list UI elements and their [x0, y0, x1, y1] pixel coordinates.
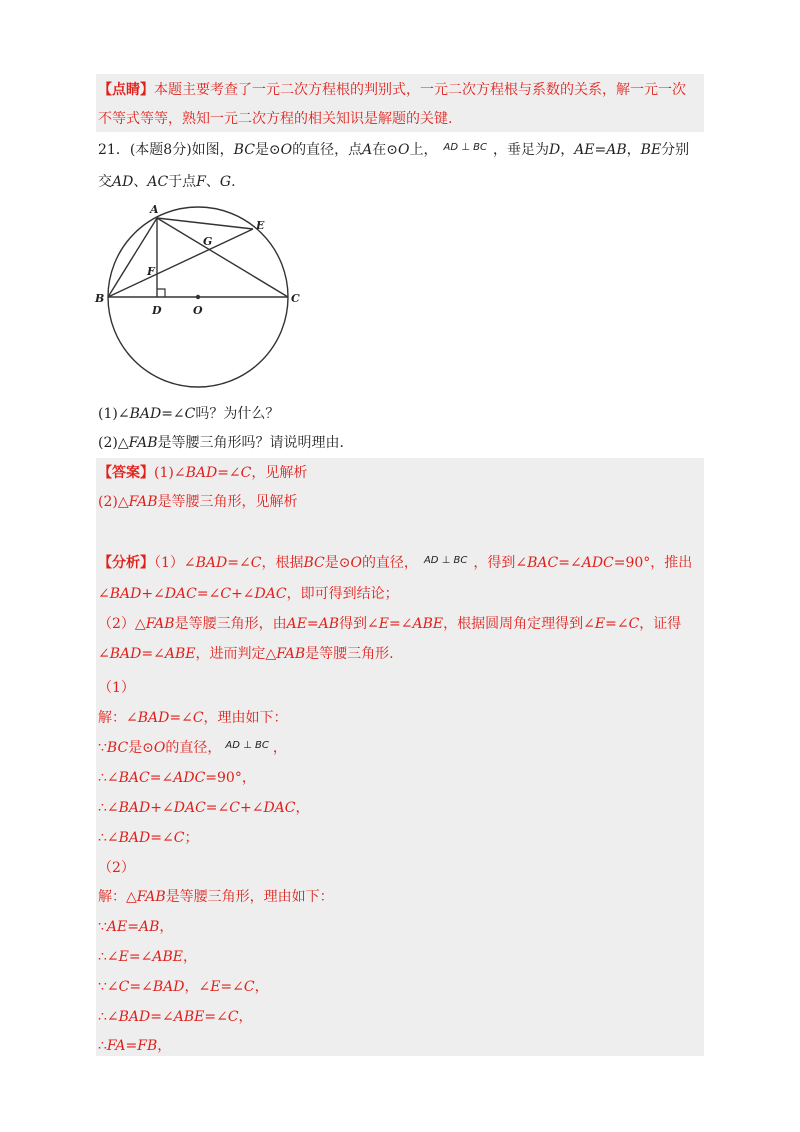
segment-ac — [157, 218, 288, 297]
label-f: F — [147, 265, 155, 278]
right-angle-mark — [157, 289, 165, 297]
solution2-line-6: ∴FA=FB， — [98, 1038, 172, 1054]
label-g: G — [203, 235, 213, 248]
solution2-line-3: ∴∠E=∠ABE， — [98, 949, 197, 965]
label-c: C — [291, 292, 300, 305]
solution2-line-1: 解：△FAB是等腰三角形，理由如下： — [98, 889, 334, 905]
question-2: (2)△FAB是等腰三角形吗？请说明理由. — [98, 435, 344, 451]
answer-line-1: 【答案】(1)∠BAD=∠C，见解析 — [98, 465, 308, 481]
label-d: D — [152, 304, 162, 317]
solution1-head: （1） — [98, 680, 135, 696]
answer-line-2: (2)△FAB是等腰三角形，见解析 — [98, 494, 298, 510]
analysis-line-4: ∠BAD=∠ABE，进而判定△FAB是等腰三角形. — [98, 646, 394, 662]
analysis-tag: 【分析】 — [98, 555, 154, 571]
center-point-o — [196, 295, 200, 299]
dianjing-line-2: 不等式等等，熟知一元二次方程的相关知识是解题的关键. — [98, 111, 453, 127]
label-e: E — [256, 219, 265, 232]
circle-geometry-figure — [92, 196, 314, 396]
solution2-head: （2） — [98, 860, 135, 876]
label-o: O — [193, 304, 203, 317]
problem-line-2: 交AD、AC于点F、G. — [98, 174, 236, 190]
solution1-line-2: ∵BC是⊙O的直径， $^{AD \perp BC}$ ， — [98, 740, 287, 756]
label-a: A — [150, 203, 159, 216]
analysis-line-2: ∠BAD+∠DAC=∠C+∠DAC，即可得到结论； — [98, 586, 399, 602]
problem-line-1: 21．(本题8分)如图，BC是⊙O的直径，点A在⊙O上， $^{AD \perp BC}$ ，垂足为D，AE=AB，BE分别 — [98, 142, 690, 158]
analysis-line-3: （2）△FAB是等腰三角形，由AE=AB得到∠E=∠ABE，根据圆周角定理得到∠E=∠C，证得 — [98, 616, 682, 632]
perp-formula: AD ⊥ BC — [443, 142, 487, 153]
label-b: B — [95, 292, 105, 305]
question-1: (1)∠BAD=∠C吗？为什么？ — [98, 406, 280, 422]
answer-tag: 【答案】 — [98, 465, 154, 481]
solution1-line-4: ∴∠BAD+∠DAC=∠C+∠DAC， — [98, 800, 310, 816]
solution2-line-5: ∴∠BAD=∠ABE=∠C， — [98, 1009, 253, 1025]
solution2-line-2: ∵AE=AB， — [98, 919, 174, 935]
solution2-line-4: ∵∠C=∠BAD，∠E=∠C， — [98, 979, 269, 995]
analysis-line-1: 【分析】（1）∠BAD=∠C，根据BC是⊙O的直径， $^{AD \perp BC}$ ，得到∠BAC=∠ADC=90°，推出 — [98, 555, 693, 571]
dianjing-line-1: 【点睛】本题主要考查了一元二次方程根的判别式，一元二次方程根与系数的关系，解一元一次 — [98, 82, 686, 98]
solution1-line-1: 解：∠BAD=∠C，理由如下： — [98, 710, 288, 726]
solution1-line-3: ∴∠BAC=∠ADC=90°， — [98, 770, 256, 786]
dianjing-tag: 【点睛】 — [98, 82, 154, 98]
solution1-line-5: ∴∠BAD=∠C； — [98, 830, 199, 846]
